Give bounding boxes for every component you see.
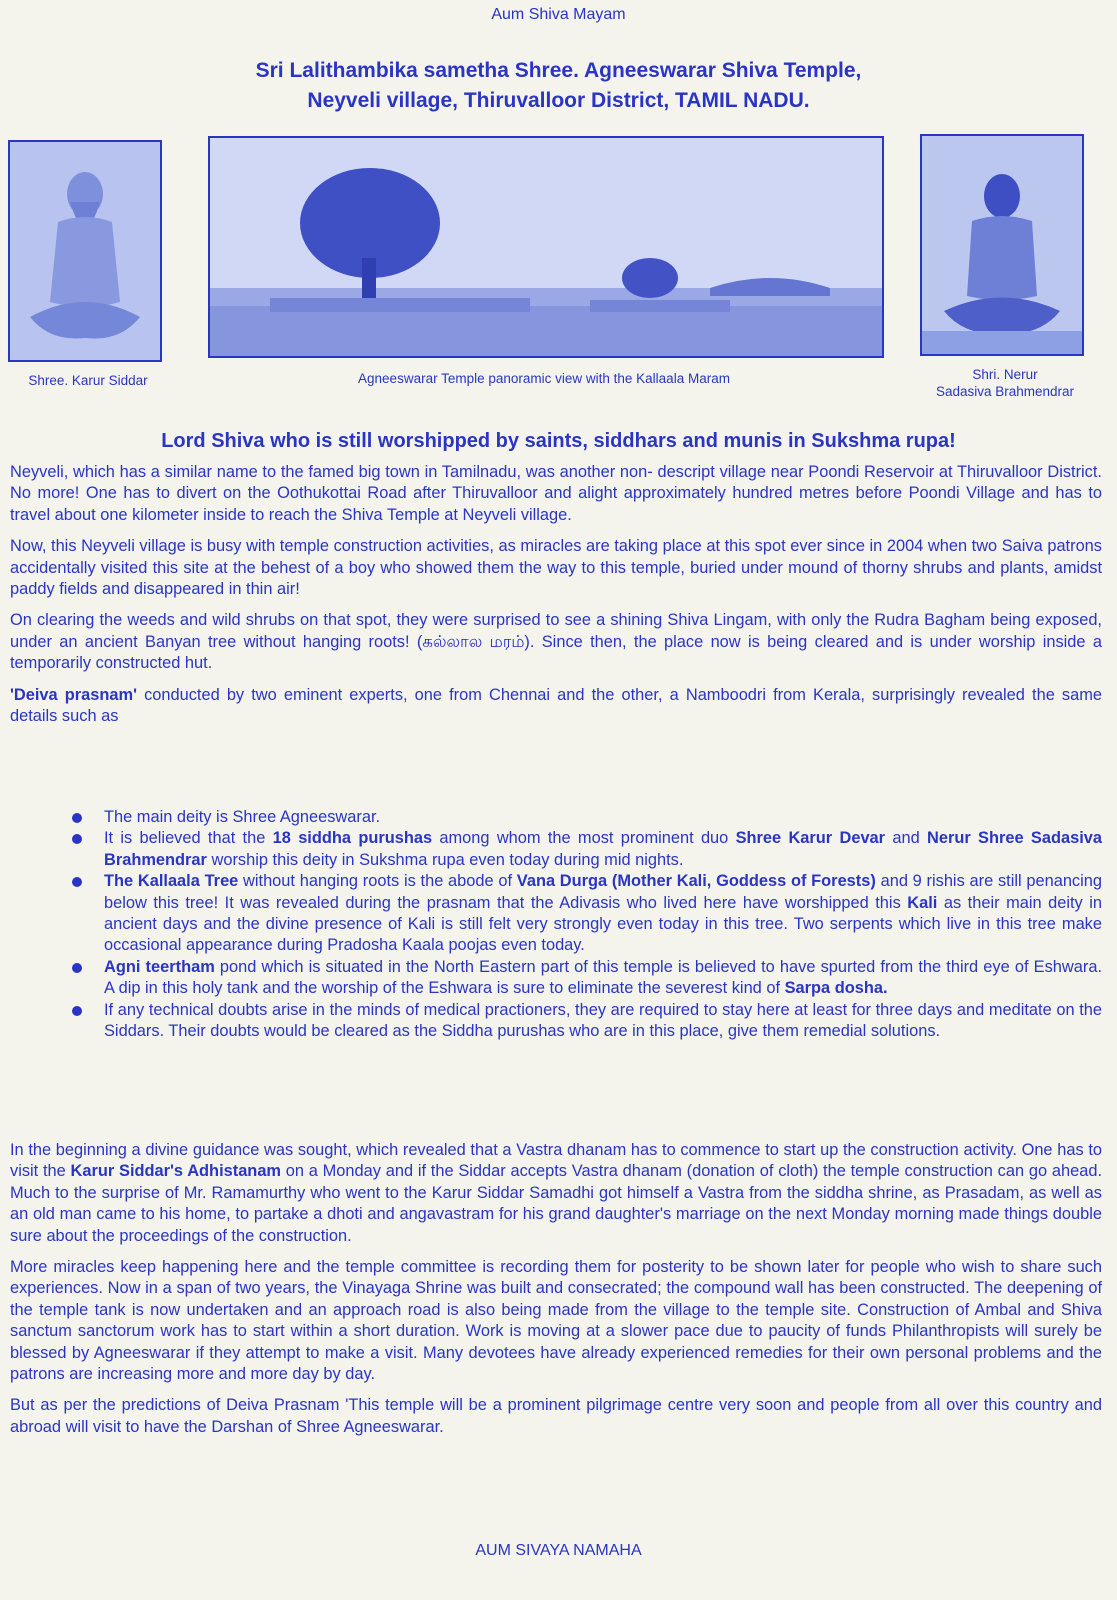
bullet-1-text: The main deity is Shree Agneeswarar. — [104, 808, 381, 826]
bullet-4-text-a: pond which is situated in the North Eastern part of this temple is believed to have spurted from the third eye of Eshwara. A dip in this holy tank and the worship of the Eshwara is sure to eliminate the severest kind of — [104, 957, 1102, 998]
headline: Lord Shiva who is still worshipped by saints, siddhars and munis in Sukshma rupa! — [161, 430, 956, 452]
bullet-3-text-c: as their main deity in ancient days and the divine presence of Kali is still felt very strongly even today in this tree. Two serpents which live in this tree make occasional appearance during Pradosha Kaala poojas even today. — [104, 893, 1102, 955]
bullet-icon — [72, 877, 82, 887]
bullet-icon — [72, 963, 82, 973]
revelation-list — [72, 807, 1102, 1042]
bullet-2-bold-1: 18 siddha purushas — [272, 829, 433, 848]
paragraph-5 — [10, 1140, 1102, 1247]
list-item — [72, 807, 1102, 828]
bullet-2-bold-3: Nerur Shree Sadasiva Brahmendrar — [104, 829, 1102, 869]
bullet-2-text-c: and — [885, 829, 928, 848]
right-photo-caption — [900, 366, 1110, 400]
bullet-2-text-d: worship this deity in Sukshma rupa even today during mid nights. — [206, 850, 684, 869]
bullet-4-bold-1: Agni teertham — [104, 957, 215, 976]
center-photo-caption: Agneeswarar Temple panoramic view with the Kallaala Maram — [358, 371, 730, 386]
right-caption-line-1: Shri. Nerur — [972, 367, 1038, 382]
list-item — [72, 957, 1102, 1000]
intro-paragraphs — [10, 462, 1102, 737]
paragraph-5-text-b: on a Monday and if the Siddar accepts Vastra dhanam (donation of cloth) the temple construction can go ahead. Much to the surprise of Mr. Ramamurthy who went to the Karur Siddar Samadhi got himself a Vastra from the siddha shrine, as Prasadam, as well as an old man came to his home, to partake a dhoti and angavastram for his grand daughter's marriage on the next Monday morning made things double sure about the proceedings of the construction. — [10, 1162, 1102, 1245]
bullet-icon — [72, 813, 82, 823]
bullet-3-bold-3: Kali — [907, 893, 938, 912]
paragraph-6: More miracles keep happening here and the temple committee is recording them for posterity to be shown later for people who wish to share such experiences. Now in a span of two years, the Vinayaga Shrine was built and consecrated; the compound wall has been constructed. The deepening of the temple tank is now undertaken and an approach road is also being made from the village to the temple site. Construction of Ambal and Shiva sanctum sanctorum work has to start within a short duration. Work is moving at a slower pace due to paucity of funds Philanthropists will surely be blessed by Agneeswarar if they attempt to make a visit. Many devotees have already experienced remedies for their own personal problems and the patrons are increasing more and more day by day. — [10, 1258, 1102, 1384]
bullet-5-text: If any technical doubts arise in the minds of medical practioners, they are required to stay here at least for three days and meditate on the Siddars. Their doubts would be cleared as the Siddha purushas who are in this place, give them remedial solutions. — [104, 1000, 1102, 1041]
paragraph-5-text-a: In the beginning a divine guidance was sought, which revealed that a Vastra dhanam has to commence to start up the construction activity. One has to visit the — [10, 1141, 1102, 1181]
list-item — [72, 828, 1102, 871]
bullet-2-text-a: It is believed that the — [104, 829, 273, 848]
right-caption-line-2: Sadasiva Brahmendrar — [935, 384, 1075, 399]
top-invocation: Aum Shiva Mayam — [491, 6, 626, 23]
list-item — [72, 871, 1102, 957]
bullet-icon — [72, 1006, 82, 1016]
bullet-3-bold-2: Vana Durga (Mother Kali, Goddess of Forests) — [516, 872, 876, 891]
paragraph-1: Neyveli, which has a similar name to the famed big town in Tamilnadu, was another non- descript village near Poondi Reservoir at Thiruvalloor District. No more! One has to divert on the Oothukottai Road after Thiruvalloor and alight approximately hundred metres before Poondi Village and has to travel about one kilometer inside to reach the Shiva Temple at Neyveli village. — [10, 463, 1102, 524]
paragraph-2: Now, this Neyveli village is busy with temple construction activities, as miracles are taking place at this spot ever since in 2004 when two Saiva patrons accidentally visited this site at the behest of a boy who showed them the way to this temple, buried under mound of thorny shrubs and plants, amidst paddy fields and disappeared in thin air! — [10, 537, 1102, 599]
bullet-2-text-b: among whom the most prominent duo — [432, 829, 736, 848]
list-item — [72, 1000, 1102, 1043]
page-title — [0, 56, 1117, 116]
paragraph-3: On clearing the weeds and wild shrubs on that spot, they were surprised to see a shining Shiva Lingam, with only the Rudra Bagham being exposed, under an ancient Banyan tree without hanging roots! (கல்லால மரம்). Since then, the place now is being cleared and is under worship inside a temporarily constructed hut. — [10, 611, 1102, 673]
bullet-3-bold-1: The Kallaala Tree — [104, 872, 239, 891]
title-line-2: Neyveli village, Thiruvalloor District, TAMIL NADU. — [307, 89, 810, 112]
deiva-prasnam-bold: 'Deiva prasnam' — [10, 685, 137, 704]
bullet-icon — [72, 834, 82, 844]
temple-panorama-photo — [208, 136, 884, 358]
closing-paragraphs — [10, 1140, 1102, 1448]
paragraph-4 — [10, 685, 1102, 728]
closing-invocation: AUM SIVAYA NAMAHA — [475, 1542, 642, 1559]
bullet-4-bold-2: Sarpa dosha. — [784, 979, 888, 998]
paragraph-4-text: conducted by two eminent experts, one from Chennai and the other, a Namboodri from Kerala, surprisingly revealed the same details such as — [10, 685, 1102, 726]
bullet-2-bold-2: Shree Karur Devar — [735, 829, 886, 848]
karur-adhistanam-bold: Karur Siddar's Adhistanam — [70, 1162, 282, 1181]
karur-siddar-photo — [8, 140, 162, 362]
sadasiva-brahmendrar-photo — [920, 134, 1084, 356]
left-photo-caption: Shree. Karur Siddar — [28, 373, 148, 388]
bullet-3-text-b: and 9 rishis are still penancing below this tree! It was revealed during the prasnam that the Adivasis who lived here have worshipped this — [104, 872, 1102, 912]
bullet-3-text-a: without hanging roots is the abode of — [238, 872, 517, 891]
paragraph-7: But as per the predictions of Deiva Prasnam 'This temple will be a prominent pilgrimage centre very soon and people from all over this country and abroad will visit to have the Darshan of Shree Agneeswarar. — [10, 1396, 1102, 1436]
title-line-1: Sri Lalithambika sametha Shree. Agneeswarar Shiva Temple, — [255, 59, 862, 82]
